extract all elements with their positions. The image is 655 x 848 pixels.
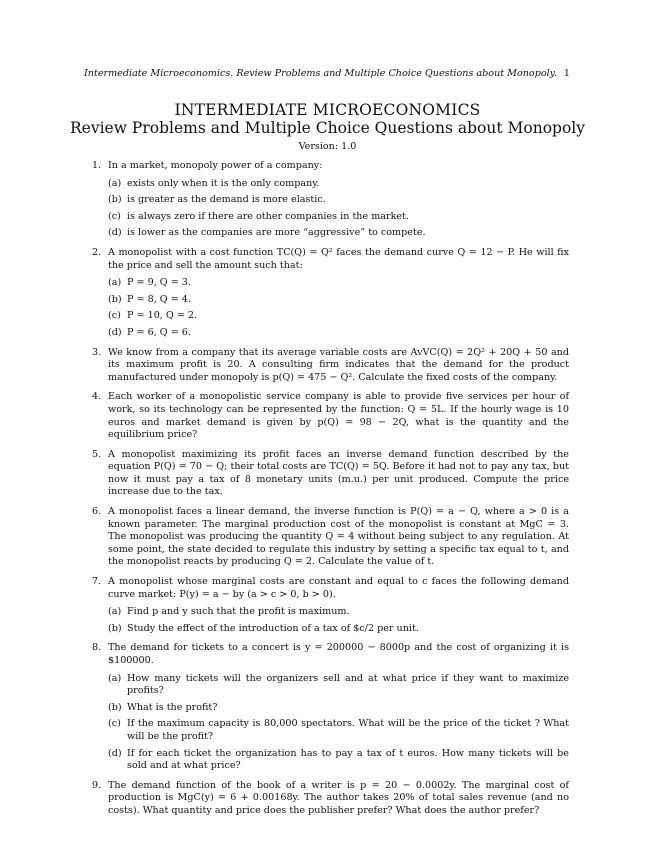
question-5 [92,449,569,499]
title-line-2: Review Problems and Multiple Choice Questions about Monopoly [69,119,585,137]
question-6 [92,506,569,569]
option-label: (b) [108,293,122,305]
option-b [108,194,569,207]
option-label: (c) [108,210,121,222]
running-header [84,68,570,79]
option-a [108,277,569,290]
option-text: Find p and y such that the profit is maximum. [127,606,350,618]
question-number: 1. [92,160,102,171]
question-number: 6. [92,506,102,518]
question-text: A monopolist with a cost function TC(Q) = Q² faces the demand curve Q = 12 − P. He will fix the price and sell the amount such that: [108,246,569,271]
version-label: Version: 1.0 [298,141,357,152]
option-label: (a) [108,672,122,684]
option-list [108,606,569,635]
question-number: 8. [92,642,102,654]
option-text: P = 10, Q = 2. [127,310,198,322]
question-2 [92,247,569,340]
option-text: If the maximum capacity is 80,000 spectators. What will be the price of the ticket ? What will be the profit? [127,718,569,742]
option-b [108,294,569,307]
option-text: What is the profit? [127,701,218,713]
option-label: (a) [108,606,122,618]
question-list [92,160,569,825]
option-label: (c) [108,310,121,322]
question-number: 2. [92,246,102,258]
option-text: Study the effect of the introduction of a tax of $c/2 per unit. [127,622,419,634]
option-list [108,673,569,773]
document-title [0,101,655,152]
question-number: 4. [92,391,102,403]
question-text: The demand for tickets to a concert is y = 200000 − 8000p and the cost of organizing it is $100000. [108,642,569,666]
option-label: (a) [108,177,122,189]
question-7 [92,576,569,635]
option-label: (d) [108,747,122,759]
option-text: exists only when it is the only company. [127,177,320,189]
option-text: P = 8, Q = 4. [127,293,191,305]
question-3 [92,347,569,385]
option-label: (b) [108,622,122,634]
option-d [108,227,569,240]
option-d [108,327,569,340]
question-text: The demand function of the book of a writer is p = 20 − 0.0002y. The marginal cost of production is MgC(y) = 6 + 0.00168y. The author takes 20% of total sales revenue (and no costs). What quantity and price does the publisher prefer? What does the author prefer? [108,779,569,816]
option-text: How many tickets will the organizers sell and at what price if they want to maximize profits? [127,672,569,697]
option-list [108,277,569,339]
option-text: is always zero if there are other companies in the market. [127,210,410,222]
question-number: 5. [92,448,102,460]
option-list [108,178,569,240]
option-b [108,623,569,636]
option-d [108,748,569,773]
question-text: A monopolist whose marginal costs are constant and equal to c faces the following demand curve market: P(y) = a − by (a > c > 0, b > 0). [108,576,569,600]
question-number: 9. [92,779,102,791]
question-text: A monopolist faces a linear demand, the inverse function is P(Q) = a − Q, where a > 0 is a known parameter. The marginal production cost of the monopolist is constant at MgC = 3. The monopolist was producing the quantity Q = 4 without being subject to any regulation. At some point, the state decided to regulate this industry by setting a specific tax equal to t, and the monopolist reacts by producing Q = 2. Calculate the value of t. [108,506,569,568]
option-text: If for each ticket the organization has to pay a tax of t euros. How many tickets will be sold and at what price? [127,747,569,772]
question-4 [92,391,569,441]
option-c [108,211,569,224]
option-label: (d) [108,326,122,338]
page-number: 1 [563,68,570,79]
running-title: Intermediate Microeconomics. Review Problems and Multiple Choice Questions about Monopoly. [84,68,557,79]
question-1 [92,160,569,240]
option-a [108,606,569,619]
question-number: 7. [92,576,102,588]
option-label: (d) [108,227,122,239]
question-9 [92,780,569,818]
option-label: (c) [108,718,121,730]
option-label: (b) [108,194,122,206]
title-line-1: INTERMEDIATE MICROECONOMICS [174,101,481,119]
question-number: 3. [92,346,102,358]
question-8 [92,642,569,772]
option-label: (b) [108,701,122,713]
option-text: P = 6, Q = 6. [127,326,191,338]
option-c [108,718,569,743]
option-label: (a) [108,277,122,289]
question-text: Each worker of a monopolistic service company is able to provide five services per hour of work, so its technology can be represented by the function: Q = 5L. If the hourly wage is 10 euros and market demand is given by p(Q) = 98 − 2Q, what is the quantity and the equilibrium price? [108,391,569,441]
option-c [108,310,569,323]
question-text: In a market, monopoly power of a company: [108,160,323,171]
option-text: is lower as the companies are more “aggressive” to compete. [127,227,426,239]
option-a [108,178,569,191]
option-b [108,702,569,715]
option-a [108,673,569,698]
question-text: A monopolist maximizing its profit faces an inverse demand function described by the equation P(Q) = 70 − Q; their total costs are TC(Q) = 5Q. Before it had not to pay any tax, but now it must pay a tax of 8 monetary units (m.u.) per unit produced. Compute the price increase due to the tax. [108,448,569,498]
option-text: P = 9, Q = 3. [127,277,191,289]
question-text: We know from a company that its average variable costs are AvVC(Q) = 2Q² + 20Q + 50 and its maximum profit is 20. A consulting firm indicates that the demand for the product manufactured under monopoly is p(Q) = 475 − Q². Calculate the fixed costs of the company. [108,346,569,383]
option-text: is greater as the demand is more elastic. [127,194,326,206]
